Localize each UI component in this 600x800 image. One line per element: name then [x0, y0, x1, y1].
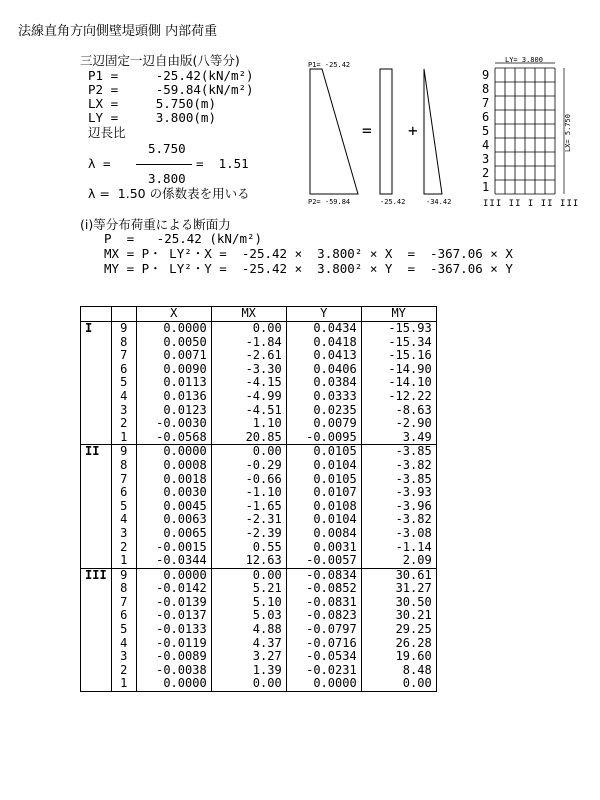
mx-value: -0.66 [211, 473, 286, 487]
my-value: -8.63 [361, 404, 436, 418]
row-number: 7 [120, 471, 128, 486]
mx-value: 5.10 [211, 596, 286, 610]
p1-label: P1 = [88, 68, 119, 83]
p2-value: -59.84 [155, 82, 201, 97]
triangle-load-shape [424, 69, 442, 194]
column-labels: III II I II III [483, 199, 580, 209]
my-value: -3.93 [361, 486, 436, 500]
mx-value: -4.15 [211, 376, 286, 390]
table-row [81, 404, 437, 418]
ly-value: 3.800 [155, 110, 194, 125]
row-numbers [482, 68, 489, 194]
load-diagram [300, 56, 600, 216]
x-value: -0.0015 [136, 541, 211, 555]
mx-value: 4.88 [211, 623, 286, 637]
y-value: -0.0797 [286, 623, 361, 637]
y-value: -0.0057 [286, 554, 361, 568]
rect-bottom-label: -25.42 [380, 198, 406, 206]
mx-value: 0.55 [211, 541, 286, 555]
group-label [81, 554, 112, 568]
table-row [81, 349, 437, 363]
y-value: 0.0000 [286, 677, 361, 691]
ly-diagram-label: LY= 3.800 [505, 56, 543, 64]
x-value: -0.0344 [136, 554, 211, 568]
x-value: 0.0030 [136, 486, 211, 500]
table-row [81, 554, 437, 568]
y-value: 0.0084 [286, 527, 361, 541]
grid-row-number: 8 [482, 82, 490, 96]
ly-label: LY = [88, 110, 119, 125]
row-number: 8 [120, 581, 128, 596]
mx-value: -1.10 [211, 486, 286, 500]
lx-row [88, 97, 216, 111]
p1-row [88, 69, 254, 83]
y-value: 0.0406 [286, 363, 361, 377]
row-number: 7 [120, 348, 128, 363]
group-label [81, 431, 112, 445]
mx-value: 1.39 [211, 664, 286, 678]
group-label [81, 390, 112, 404]
mx-value: -2.31 [211, 513, 286, 527]
x-value: 0.0063 [136, 513, 211, 527]
y-value: 0.0333 [286, 390, 361, 404]
lx-value: 5.750 [155, 96, 194, 111]
mx-value: 1.10 [211, 417, 286, 431]
my-value: 2.09 [361, 554, 436, 568]
group-label [81, 473, 112, 487]
row-number: 3 [120, 402, 128, 417]
my-value: -2.90 [361, 417, 436, 431]
p2-diagram-label: P2= -59.84 [308, 198, 351, 206]
y-value: -0.0831 [286, 596, 361, 610]
mx-lhs: MX = P・ LY²・X = [104, 246, 227, 261]
mx-value: -3.30 [211, 363, 286, 377]
row-number: 9 [111, 445, 136, 459]
mx-rhs: = -367.06 × X [407, 246, 513, 261]
y-value: 0.0079 [286, 417, 361, 431]
header-row-num [111, 307, 136, 322]
table-row [81, 417, 437, 431]
table-row [81, 376, 437, 390]
table-row [81, 473, 437, 487]
table-row [81, 486, 437, 500]
mx-value: -2.61 [211, 349, 286, 363]
group-label [81, 582, 112, 596]
group-label [81, 363, 112, 377]
mx-value: -1.84 [211, 336, 286, 350]
group-label [81, 596, 112, 610]
grid-row-number: 7 [482, 96, 490, 110]
lambda-symbol: λ = [88, 156, 111, 171]
mx-formula [104, 247, 513, 261]
group-label: II [81, 445, 112, 459]
ratio-numerator: 5.750 [148, 141, 186, 156]
row-number: 2 [120, 539, 128, 554]
p1-diagram-label: P1= -25.42 [308, 61, 351, 69]
mx-value: 20.85 [211, 431, 286, 445]
mx-value: 0.00 [211, 445, 286, 459]
group-label [81, 541, 112, 555]
my-value: 31.27 [361, 582, 436, 596]
coefficient-table [80, 306, 437, 692]
header-my: MY [361, 307, 436, 322]
my-value: 26.28 [361, 637, 436, 651]
equals-sign: = [362, 121, 372, 140]
ly-unit: (m) [193, 110, 216, 125]
group-label [81, 623, 112, 637]
group-label: I [81, 322, 112, 336]
x-value: -0.0119 [136, 637, 211, 651]
header-mx: MX [211, 307, 286, 322]
x-value: 0.0000 [136, 568, 211, 582]
p1-value: -25.42 [155, 68, 201, 83]
my-formula [104, 262, 513, 276]
mx-value: 0.00 [211, 322, 286, 336]
mx-value: 0.00 [211, 677, 286, 691]
my-value: -14.90 [361, 363, 436, 377]
my-value: 30.50 [361, 596, 436, 610]
mx-mid: -25.42 × 3.800² × X [241, 246, 393, 261]
x-value: 0.0136 [136, 390, 211, 404]
ratio-denominator: 3.800 [148, 171, 186, 186]
y-value: 0.0384 [286, 376, 361, 390]
x-value: 0.0045 [136, 500, 211, 514]
table-row [81, 623, 437, 637]
x-value: 0.0008 [136, 459, 211, 473]
x-value: -0.0038 [136, 664, 211, 678]
table-row [81, 596, 437, 610]
plate-grid [495, 68, 555, 194]
x-value: -0.0568 [136, 431, 211, 445]
y-value: 0.0105 [286, 473, 361, 487]
y-value: -0.0534 [286, 650, 361, 664]
row-number: 4 [120, 512, 128, 527]
row-number: 7 [120, 594, 128, 609]
x-value: 0.0000 [136, 677, 211, 691]
grid-row-number: 5 [482, 124, 490, 138]
grid-row-number: 1 [482, 180, 490, 194]
row-number: 9 [111, 322, 136, 336]
plate-heading: 三辺固定一辺自由版(八等分) [80, 53, 240, 68]
x-value: 0.0123 [136, 404, 211, 418]
ratio-result: = 1.51 [196, 156, 249, 171]
group-label [81, 650, 112, 664]
my-value: 19.60 [361, 650, 436, 664]
y-value: -0.0231 [286, 664, 361, 678]
my-rhs: = -367.06 × Y [407, 261, 513, 276]
row-number: 9 [111, 568, 136, 582]
x-value: -0.0142 [136, 582, 211, 596]
header-group [81, 307, 112, 322]
row-number: 1 [111, 431, 136, 445]
mx-value: 4.37 [211, 637, 286, 651]
y-value: -0.0716 [286, 637, 361, 651]
y-value: 0.0108 [286, 500, 361, 514]
lambda-use: λ = 1.50 の係数表を用いる [88, 186, 250, 201]
grid-row-number: 2 [482, 166, 490, 180]
x-value: 0.0018 [136, 473, 211, 487]
p1-unit: (kN/m²) [200, 68, 254, 83]
my-value: -3.82 [361, 459, 436, 473]
my-value: -3.85 [361, 445, 436, 459]
y-value: -0.0823 [286, 609, 361, 623]
group-label [81, 404, 112, 418]
group-label [81, 513, 112, 527]
group-label [81, 527, 112, 541]
y-value: 0.0104 [286, 459, 361, 473]
group-label [81, 486, 112, 500]
x-value: 0.0065 [136, 527, 211, 541]
mx-value: 5.21 [211, 582, 286, 596]
row-number: 3 [120, 649, 128, 664]
lx-unit: (m) [193, 96, 216, 111]
row-number: 8 [120, 334, 128, 349]
row-number: 5 [120, 622, 128, 637]
mx-value: 3.27 [211, 650, 286, 664]
my-value: 30.61 [361, 568, 436, 582]
table-row [81, 500, 437, 514]
row-number: 1 [111, 677, 136, 691]
group-label [81, 664, 112, 678]
p2-row [88, 83, 254, 97]
x-value: -0.0133 [136, 623, 211, 637]
y-value: 0.0031 [286, 541, 361, 555]
mx-value: -4.51 [211, 404, 286, 418]
my-value: -15.34 [361, 336, 436, 350]
table-row [81, 609, 437, 623]
ratio-heading: 辺長比 [88, 125, 126, 140]
row-number: 8 [120, 457, 128, 472]
table-row [81, 513, 437, 527]
my-mid: -25.42 × 3.800² × Y [241, 261, 393, 276]
my-value: 8.48 [361, 664, 436, 678]
x-value: -0.0137 [136, 609, 211, 623]
group-label [81, 349, 112, 363]
row-number: 2 [120, 416, 128, 431]
mx-value: 5.03 [211, 609, 286, 623]
table-row [81, 363, 437, 377]
grid-row-number: 4 [482, 138, 490, 152]
header-x: X [136, 307, 211, 322]
uniform-p-line: P = -25.42 (kN/m²) [104, 231, 263, 246]
y-value: 0.0104 [286, 513, 361, 527]
row-number: 5 [120, 498, 128, 513]
y-value: 0.0235 [286, 404, 361, 418]
my-value: 0.00 [361, 677, 436, 691]
table-row [81, 431, 437, 445]
table-header-row [81, 307, 437, 322]
table-row [81, 322, 437, 336]
mx-value: -1.65 [211, 500, 286, 514]
my-value: -14.10 [361, 376, 436, 390]
y-value: 0.0418 [286, 336, 361, 350]
table-row [81, 390, 437, 404]
trapezoid-load-shape [310, 69, 358, 194]
x-value: 0.0000 [136, 322, 211, 336]
plus-sign: + [408, 121, 418, 140]
my-value: 29.25 [361, 623, 436, 637]
table-row [81, 582, 437, 596]
x-value: 0.0113 [136, 376, 211, 390]
mx-value: 12.63 [211, 554, 286, 568]
row-number: 5 [120, 375, 128, 390]
uniform-load-shape [380, 69, 392, 194]
x-value: -0.0089 [136, 650, 211, 664]
group-label [81, 336, 112, 350]
mx-value: -4.99 [211, 390, 286, 404]
lx-diagram-label: LX= 5.750 [564, 114, 572, 152]
group-label [81, 459, 112, 473]
my-value: -1.14 [361, 541, 436, 555]
my-lhs: MY = P・ LY²・Y = [104, 261, 227, 276]
my-value: -12.22 [361, 390, 436, 404]
fraction-bar [136, 164, 192, 165]
row-number: 6 [120, 361, 128, 376]
y-value: 0.0107 [286, 486, 361, 500]
table-row [81, 541, 437, 555]
y-value: -0.0852 [286, 582, 361, 596]
group-label [81, 637, 112, 651]
lx-label: LX = [88, 96, 119, 111]
grid-row-number: 6 [482, 110, 490, 124]
p2-label: P2 = [88, 82, 119, 97]
group-label [81, 500, 112, 514]
y-value: 0.0105 [286, 445, 361, 459]
x-value: 0.0090 [136, 363, 211, 377]
group-label: III [81, 568, 112, 582]
p2-unit: (kN/m²) [200, 82, 254, 97]
grid-row-number: 3 [482, 152, 490, 166]
my-value: 3.49 [361, 431, 436, 445]
x-value: 0.0050 [136, 336, 211, 350]
x-value: 0.0000 [136, 445, 211, 459]
y-value: 0.0413 [286, 349, 361, 363]
table-row [81, 459, 437, 473]
my-value: -3.08 [361, 527, 436, 541]
x-value: -0.0139 [136, 596, 211, 610]
my-value: -3.82 [361, 513, 436, 527]
table-row [81, 637, 437, 651]
my-value: -15.93 [361, 322, 436, 336]
tri-bottom-label: -34.42 [426, 198, 452, 206]
row-number: 3 [120, 525, 128, 540]
y-value: -0.0834 [286, 568, 361, 582]
table-row [81, 677, 437, 691]
x-value: 0.0071 [136, 349, 211, 363]
x-value: -0.0030 [136, 417, 211, 431]
table-row [81, 664, 437, 678]
group-label [81, 609, 112, 623]
mx-value: 0.00 [211, 568, 286, 582]
my-value: -15.16 [361, 349, 436, 363]
table-row [81, 336, 437, 350]
page-title: 法線直角方向側壁堤頭側 内部荷重 [18, 24, 218, 39]
grid-row-number: 9 [482, 68, 490, 82]
mx-value: -0.29 [211, 459, 286, 473]
my-value: -3.96 [361, 500, 436, 514]
ly-row [88, 111, 216, 125]
row-number: 6 [120, 608, 128, 623]
mx-value: -2.39 [211, 527, 286, 541]
group-label [81, 376, 112, 390]
uniform-heading: (i)等分布荷重による断面力 [80, 217, 231, 232]
table-row [81, 650, 437, 664]
y-value: 0.0434 [286, 322, 361, 336]
y-value: -0.0095 [286, 431, 361, 445]
row-number: 4 [120, 388, 128, 403]
group-label [81, 677, 112, 691]
table-row [81, 527, 437, 541]
group-label [81, 417, 112, 431]
table-row [81, 445, 437, 459]
row-number: 6 [120, 485, 128, 500]
row-number: 1 [111, 554, 136, 568]
row-number: 2 [120, 662, 128, 677]
my-value: 30.21 [361, 609, 436, 623]
table-row [81, 568, 437, 582]
header-y: Y [286, 307, 361, 322]
row-number: 4 [120, 635, 128, 650]
my-value: -3.85 [361, 473, 436, 487]
